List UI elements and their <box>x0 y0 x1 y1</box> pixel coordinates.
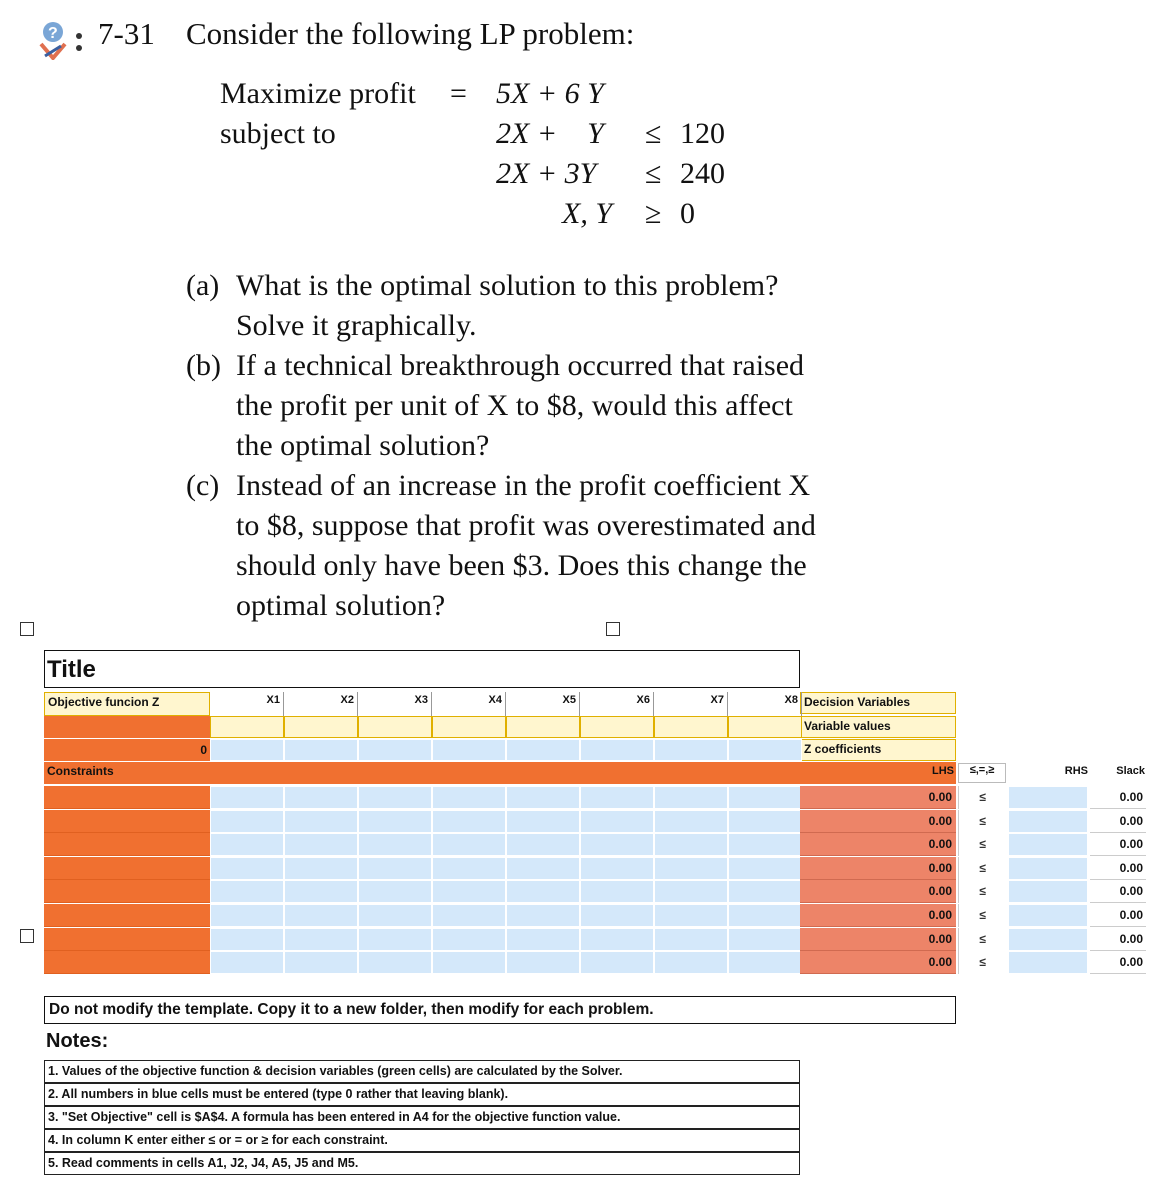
constraint-coefficient-cell[interactable] <box>580 880 654 903</box>
variable-values-row-label[interactable] <box>44 716 210 738</box>
question-c-line-1: Instead of an increase in the profit coefficient X <box>236 469 811 502</box>
constraint-coefficient-cell[interactable] <box>284 810 358 833</box>
notes-title: Notes: <box>46 1030 109 1052</box>
constraint-coefficient-cell[interactable] <box>432 857 506 880</box>
constraint-coefficient-cell[interactable] <box>358 786 432 809</box>
z-coefficient-cell[interactable] <box>358 739 432 761</box>
constraint-coefficient-cell[interactable] <box>654 857 728 880</box>
constraint-slack-cell: 0.00 <box>1090 904 1146 927</box>
constraint-2-lhs: 2X + 3Y <box>496 157 597 190</box>
variable-value-cell[interactable] <box>580 716 654 738</box>
constraints-label[interactable]: Constraints <box>44 762 210 784</box>
question-b-line-3: the optimal solution? <box>236 429 490 462</box>
variable-header-x1: X1 <box>210 692 284 716</box>
constraint-coefficient-cell[interactable] <box>284 928 358 951</box>
slack-header: Slack <box>1116 765 1145 777</box>
constraint-name-cell[interactable] <box>44 904 210 927</box>
variable-value-cell[interactable] <box>432 716 506 738</box>
constraint-coefficient-cell[interactable] <box>210 951 284 974</box>
constraint-3-rhs: 0 <box>680 197 695 230</box>
svg-text:?: ? <box>48 25 58 42</box>
side-label-variable-values: Variable values <box>800 716 956 738</box>
constraint-coefficient-cell[interactable] <box>284 880 358 903</box>
constraint-coefficient-cell[interactable] <box>580 786 654 809</box>
constraint-coefficient-cell[interactable] <box>284 951 358 974</box>
constraint-name-cell[interactable] <box>44 951 210 974</box>
constraint-coefficient-cell[interactable] <box>654 880 728 903</box>
constraint-rhs-cell[interactable] <box>1008 928 1088 951</box>
note-2: 2. All numbers in blue cells must be entered (type 0 rather that leaving blank). <box>44 1083 800 1106</box>
constraint-coefficient-cell[interactable] <box>506 928 580 951</box>
problem-number: 7-31 <box>98 16 155 51</box>
question-c-line-2: to $8, suppose that profit was overestimated and <box>236 509 816 542</box>
question-c-label: (c) <box>186 469 220 502</box>
constraint-rhs-cell[interactable] <box>1008 786 1088 809</box>
constraint-coefficient-cell[interactable] <box>210 857 284 880</box>
constraint-coefficient-cell[interactable] <box>432 880 506 903</box>
constraint-coefficient-cell[interactable] <box>358 928 432 951</box>
constraint-coefficient-cell[interactable] <box>358 904 432 927</box>
constraint-coefficient-cell[interactable] <box>358 810 432 833</box>
variable-value-cell[interactable] <box>210 716 284 738</box>
constraint-coefficient-cell[interactable] <box>284 786 358 809</box>
constraint-coefficient-cell[interactable] <box>580 857 654 880</box>
constraint-sign-cell[interactable]: ≤ <box>958 786 1006 809</box>
variable-value-cell[interactable] <box>728 716 802 738</box>
constraint-coefficient-cell[interactable] <box>728 786 802 809</box>
constraint-coefficient-cell[interactable] <box>432 928 506 951</box>
question-b-label: (b) <box>186 349 221 382</box>
variable-value-cell[interactable] <box>358 716 432 738</box>
constraint-name-cell[interactable] <box>44 833 210 856</box>
constraint-rhs-cell[interactable] <box>1008 833 1088 856</box>
constraint-lhs-cell: 0.00 <box>800 880 956 903</box>
z-coefficient-cell[interactable] <box>506 739 580 761</box>
constraint-coefficient-cell[interactable] <box>432 951 506 974</box>
question-a-line-1: What is the optimal solution to this problem? <box>236 269 779 302</box>
constraint-coefficient-cell[interactable] <box>728 880 802 903</box>
constraint-coefficient-cell[interactable] <box>654 833 728 856</box>
lhs-header: LHS <box>932 765 954 777</box>
constraint-rhs-cell[interactable] <box>1008 810 1088 833</box>
constraint-coefficient-cell[interactable] <box>654 951 728 974</box>
constraint-slack-cell: 0.00 <box>1090 786 1146 809</box>
constraint-coefficient-cell[interactable] <box>506 857 580 880</box>
constraint-coefficient-cell[interactable] <box>580 928 654 951</box>
constraint-rhs-cell[interactable] <box>1008 880 1088 903</box>
selection-handle[interactable] <box>606 622 620 636</box>
constraint-sign-cell[interactable]: ≤ <box>958 904 1006 927</box>
constraint-coefficient-cell[interactable] <box>580 810 654 833</box>
constraint-lhs-cell: 0.00 <box>800 857 956 880</box>
constraint-slack-cell: 0.00 <box>1090 880 1146 903</box>
constraint-1-op: ≤ <box>645 117 662 150</box>
constraint-coefficient-cell[interactable] <box>728 833 802 856</box>
constraint-coefficient-cell[interactable] <box>210 810 284 833</box>
variable-header-x2: X2 <box>284 692 358 716</box>
constraint-coefficient-cell[interactable] <box>654 928 728 951</box>
constraint-coefficient-cell[interactable] <box>506 880 580 903</box>
constraint-coefficient-cell[interactable] <box>432 833 506 856</box>
variable-value-cell[interactable] <box>506 716 580 738</box>
sign-header: ≤,=,≥ <box>958 763 1006 783</box>
subject-to-label: subject to <box>220 117 336 150</box>
constraint-1-lhs: 2X + Y <box>496 117 604 150</box>
constraint-lhs-cell: 0.00 <box>800 833 956 856</box>
objective-value-cell[interactable]: 0 <box>44 739 210 761</box>
variable-header-x4: X4 <box>432 692 506 716</box>
constraint-coefficient-cell[interactable] <box>654 786 728 809</box>
question-a-label: (a) <box>186 269 220 302</box>
z-coefficient-cell[interactable] <box>284 739 358 761</box>
constraint-coefficient-cell[interactable] <box>358 857 432 880</box>
constraint-coefficient-cell[interactable] <box>506 786 580 809</box>
objective-label: Maximize profit <box>220 77 416 110</box>
constraint-slack-cell: 0.00 <box>1090 951 1146 974</box>
constraint-coefficient-cell[interactable] <box>210 904 284 927</box>
objective-label-cell[interactable]: Objective funcion Z <box>44 692 210 716</box>
constraint-coefficient-cell[interactable] <box>728 857 802 880</box>
constraint-3-lhs: X, Y <box>562 197 613 230</box>
variable-header-x6: X6 <box>580 692 654 716</box>
objective-expression: 5X + 6 Y <box>496 77 604 110</box>
constraint-coefficient-cell[interactable] <box>728 928 802 951</box>
constraint-lhs-cell: 0.00 <box>800 951 956 974</box>
constraint-coefficient-cell[interactable] <box>432 786 506 809</box>
question-a-line-2: Solve it graphically. <box>236 309 477 342</box>
z-coefficient-cell[interactable] <box>728 739 802 761</box>
question-bubble-icon <box>35 20 85 60</box>
variable-value-cell[interactable] <box>654 716 728 738</box>
variable-value-cell[interactable] <box>284 716 358 738</box>
constraint-coefficient-cell[interactable] <box>432 810 506 833</box>
constraint-1-rhs: 120 <box>680 117 725 150</box>
constraint-coefficient-cell[interactable] <box>728 810 802 833</box>
constraint-coefficient-cell[interactable] <box>284 904 358 927</box>
constraint-lhs-cell: 0.00 <box>800 928 956 951</box>
constraint-coefficient-cell[interactable] <box>210 833 284 856</box>
constraint-lhs-cell: 0.00 <box>800 786 956 809</box>
constraint-2-rhs: 240 <box>680 157 725 190</box>
constraint-coefficient-cell[interactable] <box>506 904 580 927</box>
constraint-name-cell[interactable] <box>44 928 210 951</box>
variable-header-x8: X8 <box>728 692 802 716</box>
z-coefficient-cell[interactable] <box>210 739 284 761</box>
selection-handle[interactable] <box>20 622 34 636</box>
note-4: 4. In column K enter either ≤ or = or ≥ for each constraint. <box>44 1129 800 1152</box>
constraint-slack-cell: 0.00 <box>1090 857 1146 880</box>
variable-header-x3: X3 <box>358 692 432 716</box>
constraints-header-row <box>210 762 800 784</box>
constraint-coefficient-cell[interactable] <box>506 951 580 974</box>
constraint-lhs-cell: 0.00 <box>800 904 956 927</box>
constraint-sign-cell[interactable]: ≤ <box>958 857 1006 880</box>
constraint-name-cell[interactable] <box>44 880 210 903</box>
question-a <box>186 266 906 346</box>
constraint-coefficient-cell[interactable] <box>580 951 654 974</box>
constraint-2-op: ≤ <box>645 157 662 190</box>
question-b <box>186 346 906 466</box>
constraint-name-cell[interactable] <box>44 810 210 833</box>
constraint-coefficient-cell[interactable] <box>210 880 284 903</box>
objective-equals: = <box>450 77 467 110</box>
constraint-coefficient-cell[interactable] <box>506 833 580 856</box>
constraint-coefficient-cell[interactable] <box>210 928 284 951</box>
constraint-rhs-cell[interactable] <box>1008 951 1088 974</box>
z-coefficient-cell[interactable] <box>432 739 506 761</box>
warning-banner: Do not modify the template. Copy it to a new folder, then modify for each problem. <box>44 996 956 1024</box>
constraint-coefficient-cell[interactable] <box>654 810 728 833</box>
problem-title: Consider the following LP problem: <box>186 16 635 51</box>
question-c-line-4: optimal solution? <box>236 589 446 622</box>
side-label-z-coefficients: Z coefficients <box>800 739 956 761</box>
note-1: 1. Values of the objective function & decision variables (green cells) are calculated by the Solver. <box>44 1060 800 1083</box>
constraint-coefficient-cell[interactable] <box>358 951 432 974</box>
constraint-sign-cell[interactable]: ≤ <box>958 951 1006 974</box>
question-c <box>186 466 906 626</box>
constraint-3-op: ≥ <box>645 197 662 230</box>
constraint-coefficient-cell[interactable] <box>580 833 654 856</box>
question-b-line-2: the profit per unit of X to $8, would this affect <box>236 389 793 422</box>
constraint-coefficient-cell[interactable] <box>210 786 284 809</box>
constraint-name-cell[interactable] <box>44 857 210 880</box>
constraint-slack-cell: 0.00 <box>1090 928 1146 951</box>
question-b-line-1: If a technical breakthrough occurred that raised <box>236 349 805 382</box>
constraint-coefficient-cell[interactable] <box>358 833 432 856</box>
constraint-coefficient-cell[interactable] <box>728 951 802 974</box>
constraint-coefficient-cell[interactable] <box>358 880 432 903</box>
constraint-coefficient-cell[interactable] <box>284 857 358 880</box>
constraint-sign-cell[interactable]: ≤ <box>958 833 1006 856</box>
constraint-slack-cell: 0.00 <box>1090 810 1146 833</box>
variable-header-x7: X7 <box>654 692 728 716</box>
constraint-coefficient-cell[interactable] <box>728 904 802 927</box>
constraint-name-cell[interactable] <box>44 786 210 809</box>
title-cell[interactable] <box>44 650 800 688</box>
constraint-rhs-cell[interactable] <box>1008 904 1088 927</box>
note-5: 5. Read comments in cells A1, J2, J4, A5, J5 and M5. <box>44 1152 800 1175</box>
constraint-coefficient-cell[interactable] <box>654 904 728 927</box>
constraint-coefficient-cell[interactable] <box>506 810 580 833</box>
constraint-sign-cell[interactable]: ≤ <box>958 928 1006 951</box>
note-3: 3. "Set Objective" cell is $A$4. A formula has been entered in A4 for the objective function value. <box>44 1106 800 1129</box>
rhs-header: RHS <box>1064 765 1088 777</box>
z-coefficient-cell[interactable] <box>654 739 728 761</box>
constraint-rhs-cell[interactable] <box>1008 857 1088 880</box>
selection-handle[interactable] <box>20 929 34 943</box>
constraint-lhs-cell: 0.00 <box>800 810 956 833</box>
constraint-sign-cell[interactable]: ≤ <box>958 880 1006 903</box>
constraint-coefficient-cell[interactable] <box>284 833 358 856</box>
constraint-sign-cell[interactable]: ≤ <box>958 810 1006 833</box>
question-c-line-3: should only have been $3. Does this change the <box>236 549 807 582</box>
constraint-slack-cell: 0.00 <box>1090 833 1146 856</box>
variable-header-x5: X5 <box>506 692 580 716</box>
constraint-coefficient-cell[interactable] <box>432 904 506 927</box>
sheet-title: Title <box>47 656 96 683</box>
side-label-decision-variables: Decision Variables <box>800 692 956 714</box>
z-coefficient-cell[interactable] <box>580 739 654 761</box>
constraint-coefficient-cell[interactable] <box>580 904 654 927</box>
